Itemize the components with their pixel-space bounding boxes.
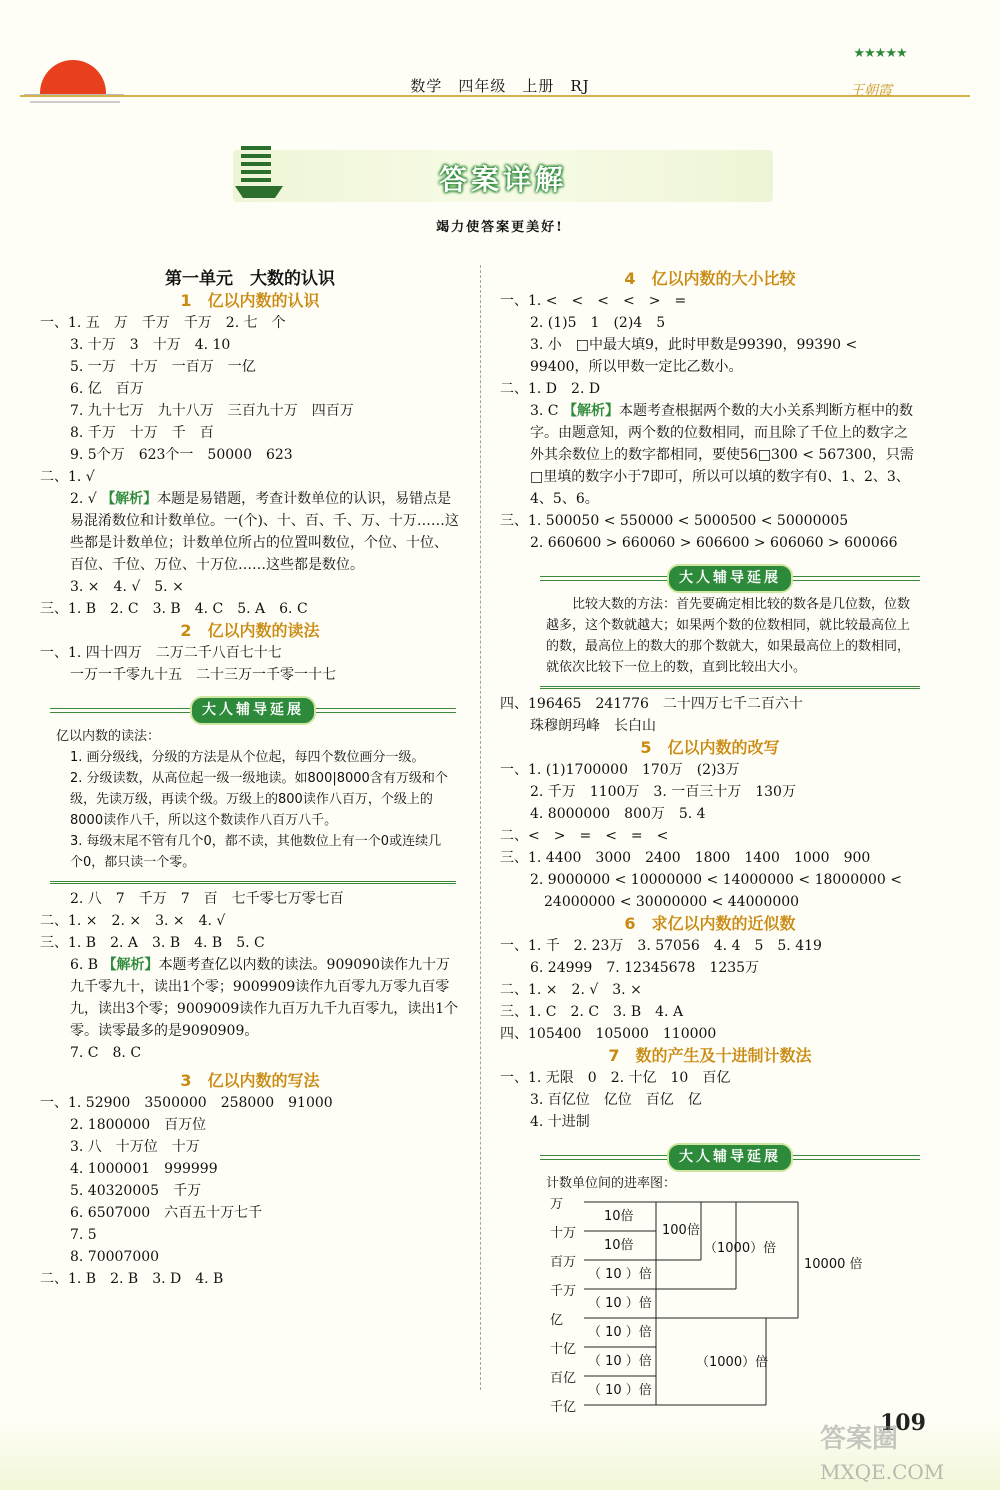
- column-divider: [480, 265, 482, 1390]
- unit-title: 第一单元 大数的认识: [165, 269, 335, 289]
- analysis-tag: 【解析】: [562, 403, 619, 419]
- analysis-block: [40, 954, 460, 1042]
- answer-line: 二、< > = < = <: [500, 828, 669, 844]
- answer-line: 一、1. < < < < > =: [500, 293, 687, 309]
- answer-line: 7. C 8. C: [70, 1045, 142, 1061]
- answer-line: 四、105400 105000 110000: [500, 1026, 717, 1042]
- analysis-block: [40, 488, 460, 576]
- watermark-url: MXQE.COM: [820, 1460, 945, 1484]
- answer-line: 3. 小 □中最大填9，此时甲数是99390，99390 < 99400，所以甲数一定比乙数小。: [530, 337, 858, 375]
- diagram-caption: 计数单位间的进率图：: [546, 1176, 677, 1191]
- unit-label: 千亿: [550, 1400, 577, 1415]
- section-title: 7 数的产生及十进制计数法: [608, 1046, 812, 1065]
- section-title: 2 亿以内数的读法: [180, 621, 320, 640]
- box-title: 大人辅导延展: [667, 564, 793, 593]
- tutor-box: [540, 560, 920, 689]
- question-number: 3. C: [530, 403, 559, 419]
- answer-line: 一、1. 四十四万 二万二千八百七十七: [40, 645, 282, 661]
- answer-line: 珠穆朗玛峰 长白山: [530, 718, 656, 734]
- question-number: 2. √: [70, 491, 97, 507]
- answer-line: 一、1. 52900 3500000 258000 91000: [40, 1095, 333, 1111]
- unit-label: 千万: [550, 1284, 577, 1299]
- answer-line: 24000000 < 30000000 < 44000000: [544, 894, 800, 910]
- unit-label: 万: [550, 1197, 564, 1212]
- answer-line: 三、1. B 2. A 3. B 4. B 5. C: [40, 935, 265, 951]
- answer-line: 2. 660600 > 660060 > 606600 > 606060 > 600066: [530, 535, 898, 551]
- span-label: （1000）倍: [704, 1241, 777, 1256]
- answer-line: 一、1. 无限 0 2. 十亿 10 百亿: [500, 1070, 731, 1086]
- answer-line: 3. 百亿位 亿位 百亿 亿: [530, 1092, 702, 1108]
- answer-line: 4. 十进制: [530, 1114, 590, 1130]
- span-label: 100倍: [662, 1223, 700, 1238]
- analysis-tag: 【解析】: [102, 957, 159, 973]
- unit-label: 亿: [550, 1313, 564, 1328]
- step-label: 10倍: [604, 1238, 634, 1253]
- section-title: 3 亿以内数的写法: [180, 1071, 320, 1090]
- box-text: 2. 分级读数，从高位起一级一级地读。如800|8000含有万级和个级，先读万级，再读个级。万级上的800读作八百万，个级上的8000读作八千，所以这个数读作八百万八千。: [70, 771, 448, 828]
- answer-line: 2. 八 7 千万 7 百 七千零七万零七百: [70, 891, 344, 907]
- step-label: （ 10 ）倍: [588, 1383, 652, 1398]
- section-title: 5 亿以内数的改写: [640, 738, 780, 757]
- ratio-diagram: [546, 1194, 926, 1426]
- page-number: 109: [880, 1410, 926, 1436]
- span-label: 10000 倍: [804, 1257, 863, 1272]
- stars-icon: ★★★★★: [853, 46, 907, 61]
- answer-line: 一万一千零九十五 二十三万一千零一十七: [70, 667, 336, 683]
- box-title: 大人辅导延展: [190, 696, 316, 725]
- answer-line: 三、1. 4400 3000 2400 1800 1400 1000 900: [500, 850, 871, 866]
- answer-line: 2. 千万 1100万 3. 一百三十万 130万: [530, 784, 796, 800]
- answer-line: 四、196465 241776 二十四万七千二百六十: [500, 696, 803, 712]
- step-label: （ 10 ）倍: [588, 1354, 652, 1369]
- answer-line: 三、1. 500050 < 550000 < 5000500 < 50000005: [500, 513, 849, 529]
- unit-label: 十亿: [550, 1342, 577, 1357]
- answer-line: 一、1. 五 万 千万 千万 2. 七 个: [40, 315, 286, 331]
- answer-line: 三、1. B 2. C 3. B 4. C 5. A 6. C: [40, 601, 308, 617]
- tutor-box: [540, 1139, 920, 1442]
- answer-line: 3. 八 十万位 十万: [70, 1139, 200, 1155]
- analysis-tag: 【解析】: [101, 491, 158, 507]
- span-label: （1000）倍: [696, 1355, 769, 1370]
- answer-line: 二、1. √: [40, 469, 95, 485]
- answer-line: 8. 千万 十万 千 百: [70, 425, 214, 441]
- answer-line: 一、1. 千 2. 23万 3. 57056 4. 4 5 5. 419: [500, 938, 822, 954]
- answer-line: 8. 70007000: [70, 1249, 160, 1265]
- left-column: [40, 268, 460, 1290]
- answer-line: 6. 亿 百万: [70, 381, 144, 397]
- answer-line: 二、1. × 2. √ 3. ×: [500, 982, 642, 998]
- header-title: 数学 四年级 上册 RJ: [410, 77, 590, 95]
- box-text: 比较大数的方法：首先要确定相比较的数各是几位数，位数越多，这个数就越大；如果两个数的位数相同，就比较最高位上的数，最高位上的数大的那个数就大，如果最高位上的数相同，就依次比较下一位上的数，直到比较出大小。: [546, 597, 911, 675]
- step-label: （ 10 ）倍: [588, 1296, 652, 1311]
- answer-line: 4. 1000001 999999: [70, 1161, 218, 1177]
- answer-line: 一、1. (1)1700000 170万 (2)3万: [500, 762, 740, 778]
- answer-line: 二、1. D 2. D: [500, 381, 601, 397]
- banner-title: 答案详解: [438, 163, 567, 196]
- tutor-box: [50, 692, 456, 884]
- answer-line: 7. 5: [70, 1227, 97, 1243]
- watermark: 答案圈: [820, 1424, 899, 1454]
- step-label: （ 10 ）倍: [588, 1267, 652, 1282]
- step-label: （ 10 ）倍: [588, 1325, 652, 1340]
- answer-line: 3. × 4. √ 5. ×: [70, 579, 184, 595]
- unit-label: 百万: [550, 1255, 577, 1270]
- answer-line: 二、1. × 2. × 3. × 4. √: [40, 913, 226, 929]
- header-rule: [20, 95, 970, 97]
- box-title: 大人辅导延展: [667, 1143, 793, 1172]
- analysis-text: 本题考查根据两个数的大小关系判断方框中的数字。由题意知，两个数的位数相同，而且除了千位上的数字之外其余数位上的数字都相同，要使56□300 < 567300，只需□里填的数字小于7即可，所以可以填的数字有0、1、2、3、4、5、6。: [530, 403, 914, 507]
- answer-line: 4. 8000000 800万 5. 4: [530, 806, 706, 822]
- logo-line: [30, 101, 120, 103]
- brand-logo: 王朝霞: [850, 83, 892, 99]
- answer-line: 5. 40320005 千万: [70, 1183, 202, 1199]
- box-text: 3. 每级末尾不管有几个0，都不读，其他数位上有一个0或连续几个0，都只读一个零。: [70, 834, 442, 870]
- analysis-text: 本题考查亿以内数的读法。909090读作九十万九千零九十，读出1个零；9009909读作九百零九万零九百零九，读出3个零；9009009读作九百万九千九百零九，读出1个零。读零最多的是9090909。: [70, 957, 459, 1039]
- answer-line: 2. 9000000 < 10000000 < 14000000 < 18000000 <: [530, 872, 903, 888]
- box-text: 亿以内数的读法：: [56, 729, 161, 744]
- section-title: 4 亿以内数的大小比较: [624, 269, 796, 288]
- answer-line: 7. 九十七万 九十八万 三百九十万 四百万: [70, 403, 354, 419]
- unit-label: 百亿: [550, 1371, 577, 1386]
- step-label: 10倍: [604, 1209, 634, 1224]
- answer-line: 二、1. B 2. B 3. D 4. B: [40, 1271, 224, 1287]
- answer-line: 2. 1800000 百万位: [70, 1117, 207, 1133]
- banner-subtitle: 竭力使答案更美好!: [436, 220, 564, 235]
- answer-line: 5. 一万 十万 一百万 一亿: [70, 359, 256, 375]
- right-column: [500, 268, 920, 1446]
- section-title: 6 求亿以内数的近似数: [624, 914, 796, 933]
- answer-line: 6. 6507000 六百五十万七千: [70, 1205, 263, 1221]
- answer-line: 3. 十万 3 十万 4. 10: [70, 337, 231, 353]
- box-text: 1. 画分级线，分级的方法是从个位起，每四个数位画分一级。: [70, 750, 425, 765]
- question-number: 6. B: [70, 957, 99, 973]
- answer-line: 三、1. C 2. C 3. B 4. A: [500, 1004, 684, 1020]
- answer-line: 2. (1)5 1 (2)4 5: [530, 315, 666, 331]
- unit-label: 十万: [550, 1226, 577, 1241]
- answer-line: 9. 5个万 623个一 50000 623: [70, 447, 293, 463]
- analysis-text: 本题是易错题，考查计数单位的认识，易错点是易混淆数位和计数单位。一(个)、十、百、千、万、十万……这些都是计数单位；计数单位所占的位置叫数位，个位、十位、百位、千位、万位、十万位……这些都是数位。: [70, 491, 459, 573]
- section-title: 1 亿以内数的认识: [180, 291, 320, 310]
- answer-line: 6. 24999 7. 12345678 1235万: [530, 960, 760, 976]
- analysis-block: [500, 400, 920, 510]
